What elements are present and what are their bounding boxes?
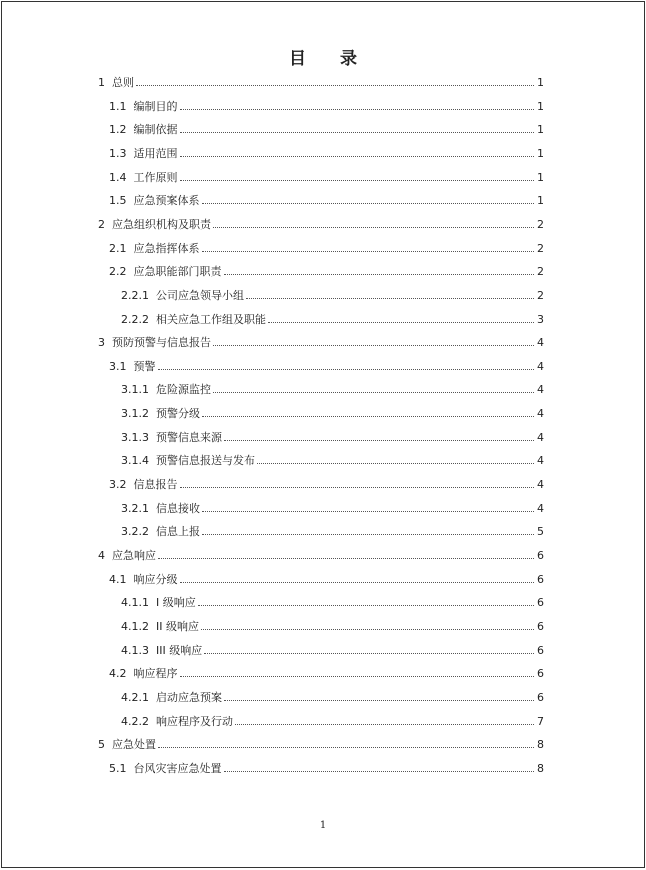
toc-entry-title: 危险源监控	[156, 383, 211, 397]
toc-entry-title: 应急预案体系	[133, 194, 200, 208]
toc-entry-page: 4	[537, 336, 544, 350]
toc-entry-title: 预警	[133, 359, 156, 373]
toc-entry-page: 7	[537, 714, 544, 728]
toc-entry[interactable]	[98, 549, 544, 563]
toc-entry-number: 2.2.2	[121, 312, 149, 326]
toc-entry-page: 8	[537, 738, 544, 752]
toc-entry[interactable]	[121, 289, 544, 303]
toc-entry-number: 4	[98, 549, 105, 562]
toc-entry-page: 6	[537, 596, 544, 610]
page-number: 1	[319, 820, 327, 831]
toc-entry-page: 6	[537, 667, 544, 681]
toc-leader-dots	[224, 439, 534, 441]
toc-entry[interactable]	[121, 407, 544, 421]
toc-entry-title: 总则	[112, 76, 134, 89]
toc-entry-number: 1.3	[109, 146, 127, 160]
toc-entry[interactable]	[109, 360, 544, 374]
toc-leader-dots	[180, 108, 535, 110]
toc-entry[interactable]	[109, 667, 544, 681]
toc-entry[interactable]	[121, 454, 544, 468]
toc-entry-title: 信息报告	[133, 478, 178, 492]
toc-title: 目 录	[289, 49, 371, 69]
toc-entry-page: 6	[537, 572, 544, 586]
toc-entry-number: 3.1	[109, 359, 127, 373]
toc-leader-dots	[213, 226, 534, 228]
toc-entry-page: 8	[537, 761, 544, 775]
toc-entry-page: 6	[537, 619, 544, 633]
toc-leader-dots	[202, 250, 535, 252]
toc-entry-title: 应急处置	[112, 738, 156, 752]
toc-entry[interactable]	[121, 525, 544, 539]
toc-entry[interactable]	[121, 431, 544, 445]
toc-entry-page: 6	[537, 549, 544, 562]
toc-entry-title: 响应分级	[133, 572, 178, 586]
toc-entry-number: 1.5	[109, 194, 127, 208]
toc-entry-page: 3	[537, 312, 544, 326]
toc-entry-number: 3.1.3	[121, 430, 149, 444]
toc-entry[interactable]	[109, 147, 544, 161]
toc-entry-number: 4.1	[109, 572, 127, 586]
toc-entry[interactable]	[109, 265, 544, 279]
toc-entry-number: 1.4	[109, 170, 127, 184]
toc-entry-number: 2	[98, 217, 105, 231]
toc-entry-number: 1.1	[109, 99, 127, 113]
toc-entry-title: 应急职能部门职责	[133, 265, 222, 279]
toc-entry[interactable]	[98, 76, 544, 90]
toc-entry-page: 1	[537, 194, 544, 208]
toc-entry[interactable]	[121, 313, 544, 327]
toc-leader-dots	[202, 202, 535, 204]
toc-entry-title: I 级响应	[156, 596, 196, 610]
toc-entry-title: II 级响应	[156, 619, 199, 633]
toc-entry-page: 2	[537, 265, 544, 279]
toc-entry-title: 预防预警与信息报告	[112, 336, 211, 350]
toc-entry-number: 4.1.2	[121, 619, 149, 633]
toc-entry-page: 2	[537, 288, 544, 302]
toc-leader-dots	[180, 179, 535, 181]
toc-entry-title: 应急指挥体系	[133, 241, 200, 255]
toc-entry-number: 2.2.1	[121, 288, 149, 302]
toc-entry-number: 3	[98, 336, 105, 350]
toc-entry-page: 4	[537, 478, 544, 492]
toc-entry-number: 3.1.1	[121, 383, 149, 397]
toc-leader-dots	[235, 723, 534, 725]
toc-entry-title: 工作原则	[133, 170, 178, 184]
toc-leader-dots	[198, 604, 534, 606]
toc-leader-dots	[180, 155, 535, 157]
toc-entry[interactable]	[109, 123, 544, 137]
toc-entry[interactable]	[109, 100, 544, 114]
toc-entry-number: 3.2.2	[121, 525, 149, 539]
toc-entry-number: 4.1.1	[121, 596, 149, 610]
toc-leader-dots	[213, 391, 534, 393]
toc-entry[interactable]	[109, 478, 544, 492]
toc-entry-number: 4.2.2	[121, 714, 149, 728]
toc-entry-page: 1	[537, 170, 544, 184]
toc-leader-dots	[136, 84, 534, 86]
toc-entry-number: 4.1.3	[121, 643, 149, 657]
toc-leader-dots	[202, 533, 534, 535]
toc-entry-title: 编制依据	[133, 123, 178, 137]
toc-leader-dots	[224, 770, 535, 772]
toc-entry-title: 应急组织机构及职责	[112, 217, 211, 231]
toc-entry-page: 1	[537, 146, 544, 160]
toc-entry[interactable]	[121, 691, 544, 705]
toc-entry-page: 1	[537, 123, 544, 137]
toc-entry-number: 1.2	[109, 123, 127, 137]
toc-entry-page: 5	[537, 525, 544, 539]
toc-entry-title: 公司应急领导小组	[156, 288, 244, 302]
toc-entry-number: 3.1.2	[121, 407, 149, 421]
toc-entry-page: 2	[537, 217, 544, 231]
toc-leader-dots	[246, 297, 534, 299]
toc-entry[interactable]	[109, 171, 544, 185]
toc-entry[interactable]	[121, 596, 544, 610]
toc-leader-dots	[158, 368, 535, 370]
toc-entry-number: 3.1.4	[121, 454, 149, 468]
toc-leader-dots	[224, 699, 534, 701]
toc-entry-number: 3.2.1	[121, 501, 149, 515]
toc-leader-dots	[204, 652, 534, 654]
toc-leader-dots	[180, 131, 535, 133]
toc-entry[interactable]	[109, 242, 544, 256]
toc-entry-page: 6	[537, 690, 544, 704]
toc-entry-title: 编制目的	[133, 99, 178, 113]
toc-entry[interactable]	[98, 738, 544, 752]
toc-leader-dots	[224, 273, 535, 275]
toc-entry-page: 4	[537, 407, 544, 421]
toc-entry[interactable]	[121, 644, 544, 658]
toc-entry-number: 4.2.1	[121, 690, 149, 704]
toc-entry-title: 台风灾害应急处置	[133, 761, 222, 775]
toc-leader-dots	[158, 557, 534, 559]
toc-entry-title: 预警信息报送与发布	[156, 454, 255, 468]
toc-entry-title: 响应程序	[133, 667, 178, 681]
toc-entry[interactable]	[121, 502, 544, 516]
toc-leader-dots	[201, 628, 534, 630]
toc-entry-title: III 级响应	[156, 643, 203, 657]
toc-entry[interactable]	[121, 383, 544, 397]
toc-leader-dots	[257, 462, 534, 464]
toc-entry[interactable]	[98, 218, 544, 232]
toc-entry-title: 预警分级	[156, 407, 200, 421]
toc-leader-dots	[213, 344, 534, 346]
toc-leader-dots	[180, 581, 535, 583]
toc-entry-title: 信息上报	[156, 525, 200, 539]
toc-entry-title: 信息接收	[156, 501, 200, 515]
toc-entry-number: 2.2	[109, 265, 127, 279]
toc-entry-page: 4	[537, 454, 544, 468]
toc-entry-title: 适用范围	[133, 146, 178, 160]
toc-entry-page: 4	[537, 501, 544, 515]
toc-leader-dots	[202, 510, 534, 512]
toc-entry-page: 1	[537, 76, 544, 89]
toc-leader-dots	[202, 415, 534, 417]
document-page	[1, 1, 645, 868]
toc-entry-title: 响应程序及行动	[156, 714, 233, 728]
toc-leader-dots	[268, 321, 534, 323]
toc-entry-title: 启动应急预案	[156, 690, 222, 704]
toc-entry-number: 4.2	[109, 667, 127, 681]
toc-entry-title: 应急响应	[112, 549, 156, 562]
toc-entry-number: 5	[98, 738, 105, 752]
toc-entry[interactable]	[121, 715, 544, 729]
toc-leader-dots	[180, 486, 535, 488]
toc-entry-page: 6	[537, 643, 544, 657]
toc-entry-title: 预警信息来源	[156, 430, 222, 444]
toc-entry-number: 2.1	[109, 241, 127, 255]
toc-leader-dots	[180, 675, 535, 677]
toc-entry-page: 1	[537, 99, 544, 113]
toc-entry[interactable]	[109, 194, 544, 208]
toc-entry-number: 5.1	[109, 761, 127, 775]
toc-entry[interactable]	[121, 620, 544, 634]
toc-entry-page: 2	[537, 241, 544, 255]
toc-entry-number: 1	[98, 76, 105, 89]
toc-entry[interactable]	[109, 573, 544, 587]
toc-leader-dots	[158, 746, 534, 748]
toc-entry[interactable]	[109, 762, 544, 776]
toc-entry-page: 4	[537, 383, 544, 397]
toc-entry-title: 相关应急工作组及职能	[156, 312, 266, 326]
toc-entry-page: 4	[537, 430, 544, 444]
toc-entry[interactable]	[98, 336, 544, 350]
toc-entry-number: 3.2	[109, 478, 127, 492]
toc-entry-page: 4	[537, 359, 544, 373]
